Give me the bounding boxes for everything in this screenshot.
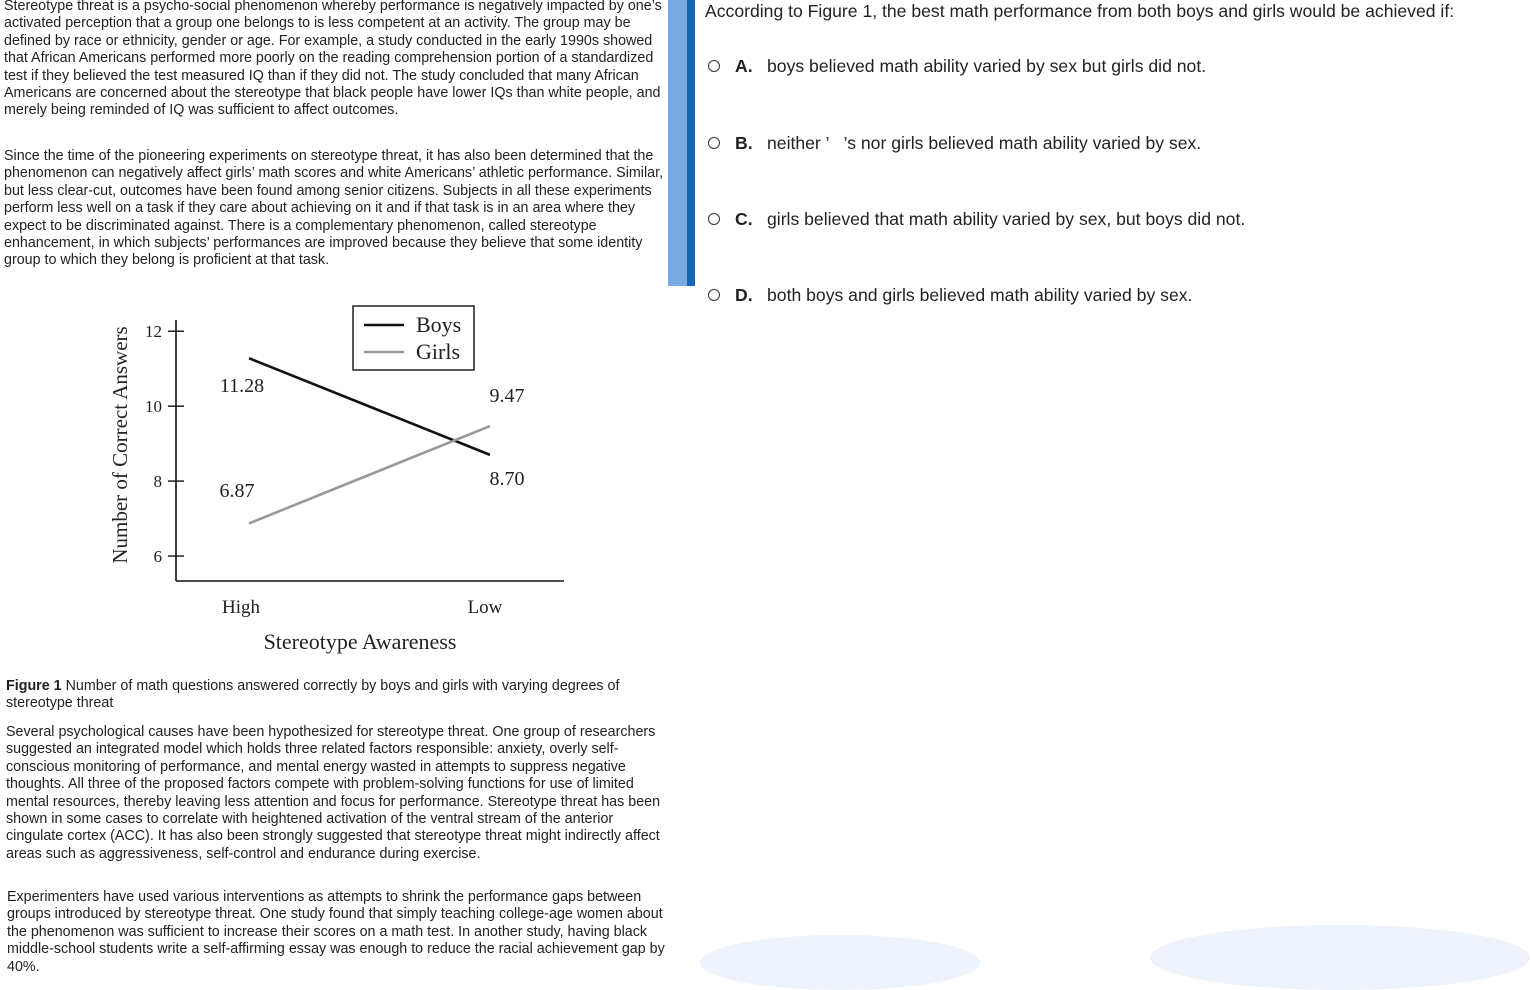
y-axis-label: Number of Correct Answers <box>108 326 132 564</box>
radio-button-c[interactable] <box>708 213 720 225</box>
figure-1-chart <box>0 290 668 670</box>
boys-data-label: 8.70 <box>489 468 525 490</box>
chart-series <box>220 358 525 523</box>
option-text-c: girls believed that math ability varied by sex, but boys did not. <box>767 208 1246 229</box>
passage-paragraph-1: Stereotype threat is a psycho-social phenomenon whereby performance is negatively impacted by one’s activated perception that a group one belongs to is less competent at an activity. The group may be defined by race or ethnicity, gender or age. For example, a study conducted in the early 1990s showed that African Americans performed more poorly on the reading comprehension portion of a standardized test if they believed the test measured IQ than if they did not. The study concluded that many African Americans are concerned about the stereotype that black people have lower IQs than white people, and merely being reminded of IQ was sufficient to affect outcomes. <box>4 0 662 119</box>
background-glow <box>1150 925 1530 990</box>
question-prompt: According to Figure 1, the best math performance from both boys and girls would be achieved if: <box>705 1 1455 21</box>
radio-button-b[interactable] <box>708 137 720 149</box>
option-text-a: boys believed math ability varied by sex but girls did not. <box>767 55 1207 76</box>
background-glow <box>700 935 980 990</box>
y-tick-label: 12 <box>145 322 162 342</box>
x-axis-label: Stereotype Awareness <box>263 629 457 654</box>
reading-passage <box>0 0 668 990</box>
option-text-d: both boys and girls believed math ability varied by sex. <box>767 284 1193 305</box>
figure-caption-label: Figure 1 <box>6 678 62 694</box>
figure-caption-text: Number of math questions answered correctly by boys and girls with varying degrees of stereotype threat <box>6 678 620 712</box>
answer-option-d[interactable] <box>708 283 1192 307</box>
y-tick-label: 8 <box>153 472 162 492</box>
x-tick-label: High <box>222 597 260 618</box>
pane-divider-dark[interactable] <box>687 0 695 286</box>
y-tick-label: 6 <box>153 547 162 567</box>
radio-button-a[interactable] <box>708 60 720 72</box>
x-tick-label: Low <box>467 597 503 618</box>
option-letter-c: C. <box>735 208 753 229</box>
y-tick-label: 10 <box>145 397 162 417</box>
option-letter-b: B. <box>735 132 753 153</box>
girls-series-line <box>249 426 490 523</box>
chart-legend <box>353 306 474 370</box>
answer-option-b[interactable] <box>708 131 1201 155</box>
passage-paragraph-2: Since the time of the pioneering experiments on stereotype threat, it has also been determined that the phenomenon can negatively affect girls’ math scores and white Americans’ athletic performance. Similar, but less clear-cut, outcomes have been found among senior citizens. Subjects in all these experiments perform less well on a task if they care about achieving on it and if that task is in an area where they expect to be discriminated against. There is a complementary phenomenon, called stereotype enhancement, in which subjects’ performances are improved because they believe that some identity group to which they belong is proficient at that task. <box>4 148 664 269</box>
pane-divider-light <box>668 0 687 286</box>
radio-button-d[interactable] <box>708 289 720 301</box>
option-letter-d: D. <box>735 284 753 305</box>
answer-option-a[interactable] <box>708 54 1206 78</box>
answer-option-c[interactable] <box>708 207 1245 231</box>
girls-data-label: 6.87 <box>219 480 255 502</box>
passage-paragraph-3: Several psychological causes have been hypothesized for stereotype threat. One group of researchers suggested an integrated model which holds three related factors responsible: anxiety, overly self-conscious monitoring of performance, and mental energy wasted in attempts to suppress negative thoughts. All three of the proposed factors compete with problem-solving functions for use of limited mental resources, thereby leaving less attention and focus for performance. Stereotype threat has been shown in some cases to correlate with heightened activation of the ventral stream of the anterior cingulate cortex (ACC). It has also been strongly suggested that stereotype threat might indirectly affect areas such as aggressiveness, self-control and endurance during exercise. <box>6 724 661 862</box>
passage-paragraph-4: Experimenters have used various interventions as attempts to shrink the performance gaps between groups introduced by stereotype threat. One study found that simply teaching college-age women about the phenomenon was sufficient to increase their scores on a math test. In another study, having black middle-school students write a self-affirming essay was enough to reduce the racial achievement gap by 40%. <box>7 889 665 975</box>
girls-data-label: 9.47 <box>489 385 525 407</box>
boys-data-label: 11.28 <box>219 375 265 397</box>
legend-entry-girls: Girls <box>416 339 460 364</box>
legend-entry-boys: Boys <box>416 312 462 337</box>
option-letter-a: A. <box>735 55 753 76</box>
option-text-b: neither ’ ’s nor girls believed math ability varied by sex. <box>767 132 1202 153</box>
figure-caption <box>6 678 668 713</box>
